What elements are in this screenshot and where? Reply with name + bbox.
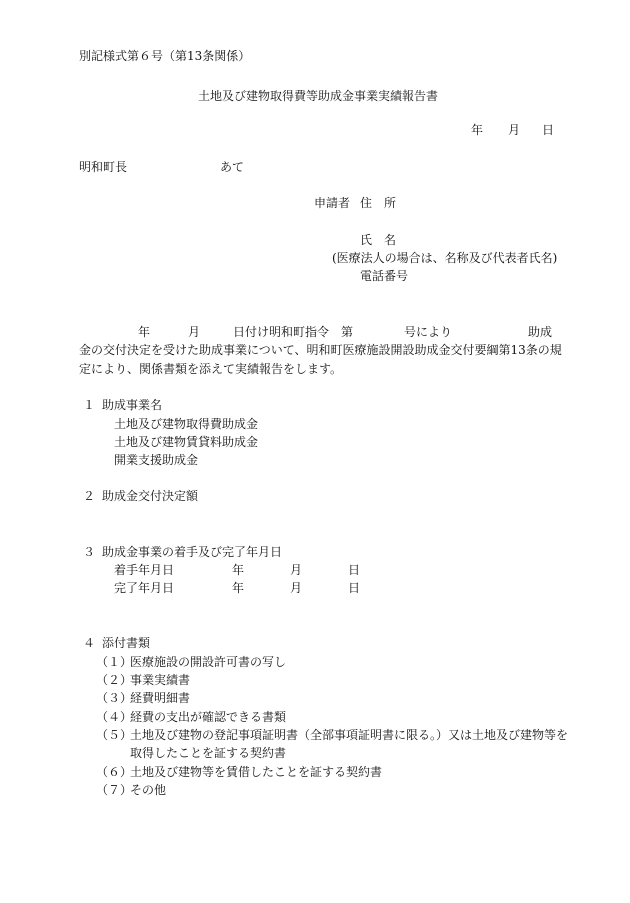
- attachment-text: 医療施設の開設許可書の写し: [130, 655, 287, 669]
- attachment-number: （５）: [96, 728, 133, 742]
- attachment-text: 土地及び建物等を賃借したことを証する契約書: [130, 765, 383, 779]
- end-date-year: 年: [232, 581, 245, 595]
- start-date-day: 日: [348, 563, 361, 577]
- section3-number: ３: [83, 545, 96, 559]
- section1-heading: 助成事業名: [102, 398, 163, 412]
- applicant-name-label: 氏 名: [360, 233, 397, 247]
- section1-number: １: [83, 398, 96, 412]
- addressee-name: 明和町長: [79, 160, 128, 174]
- body-month: 月: [188, 325, 201, 339]
- date-year: 年: [471, 123, 484, 137]
- attachment-number: （６）: [96, 765, 133, 779]
- attachment-text: 経費明細書: [130, 691, 191, 705]
- attachment-text: その他: [130, 783, 167, 797]
- applicant-label: 申請者: [314, 196, 351, 210]
- section3-heading: 助成金事業の着手及び完了年月日: [102, 545, 283, 559]
- section2-heading: 助成金交付決定額: [102, 489, 199, 503]
- section4-heading: 添付書類: [102, 636, 151, 650]
- section4-number: ４: [83, 636, 96, 650]
- document-title: 土地及び建物取得費等助成金事業実績報告書: [198, 89, 439, 103]
- addressee-suffix: あて: [220, 160, 245, 174]
- section1-item: 開業支援助成金: [114, 453, 199, 467]
- attachment-number: （７）: [96, 783, 133, 797]
- body-line3: 定により、関係書類を添えて実績報告をします。: [79, 362, 343, 376]
- section1-item: 土地及び建物取得費助成金: [114, 417, 259, 431]
- body-line1-end: 助成: [528, 325, 553, 339]
- attachment-number: （１）: [96, 655, 133, 669]
- applicant-phone-label: 電話番号: [360, 269, 409, 283]
- section1-item: 土地及び建物賃貸料助成金: [114, 435, 259, 449]
- body-date-ref: 日付け明和町指令 第: [233, 325, 354, 339]
- applicant-corp-note: (医療法人の場合は、名称及び代表者氏名): [332, 251, 558, 265]
- date-day: 日: [542, 123, 555, 137]
- start-date-month: 月: [290, 563, 303, 577]
- end-date-label: 完了年月日: [114, 581, 175, 595]
- applicant-address-label: 住 所: [360, 196, 397, 210]
- attachment-number: （４）: [96, 710, 133, 724]
- attachment-number: （３）: [96, 691, 133, 705]
- body-number: 号により: [404, 325, 453, 339]
- section2-number: ２: [83, 489, 96, 503]
- attachment-text: 土地及び建物の登記事項証明書（全部事項証明書に限る。）又は土地及び建物等を: [130, 728, 569, 742]
- start-date-year: 年: [232, 563, 245, 577]
- end-date-day: 日: [348, 581, 361, 595]
- date-month: 月: [508, 123, 521, 137]
- body-line2: 金の交付決定を受けた助成事業について、明和町医療施設開設助成金交付要綱第13条の規: [79, 343, 562, 357]
- start-date-label: 着手年月日: [114, 563, 175, 577]
- end-date-month: 月: [290, 581, 303, 595]
- attachment-number: （２）: [96, 673, 133, 687]
- attachment-text-continued: 取得したことを証する契約書: [130, 746, 287, 760]
- attachment-text: 経費の支出が確認できる書類: [130, 710, 287, 724]
- attachment-text: 事業実績書: [130, 673, 191, 687]
- form-reference: 別記様式第６号（第13条関係）: [79, 49, 251, 63]
- body-year: 年: [138, 325, 151, 339]
